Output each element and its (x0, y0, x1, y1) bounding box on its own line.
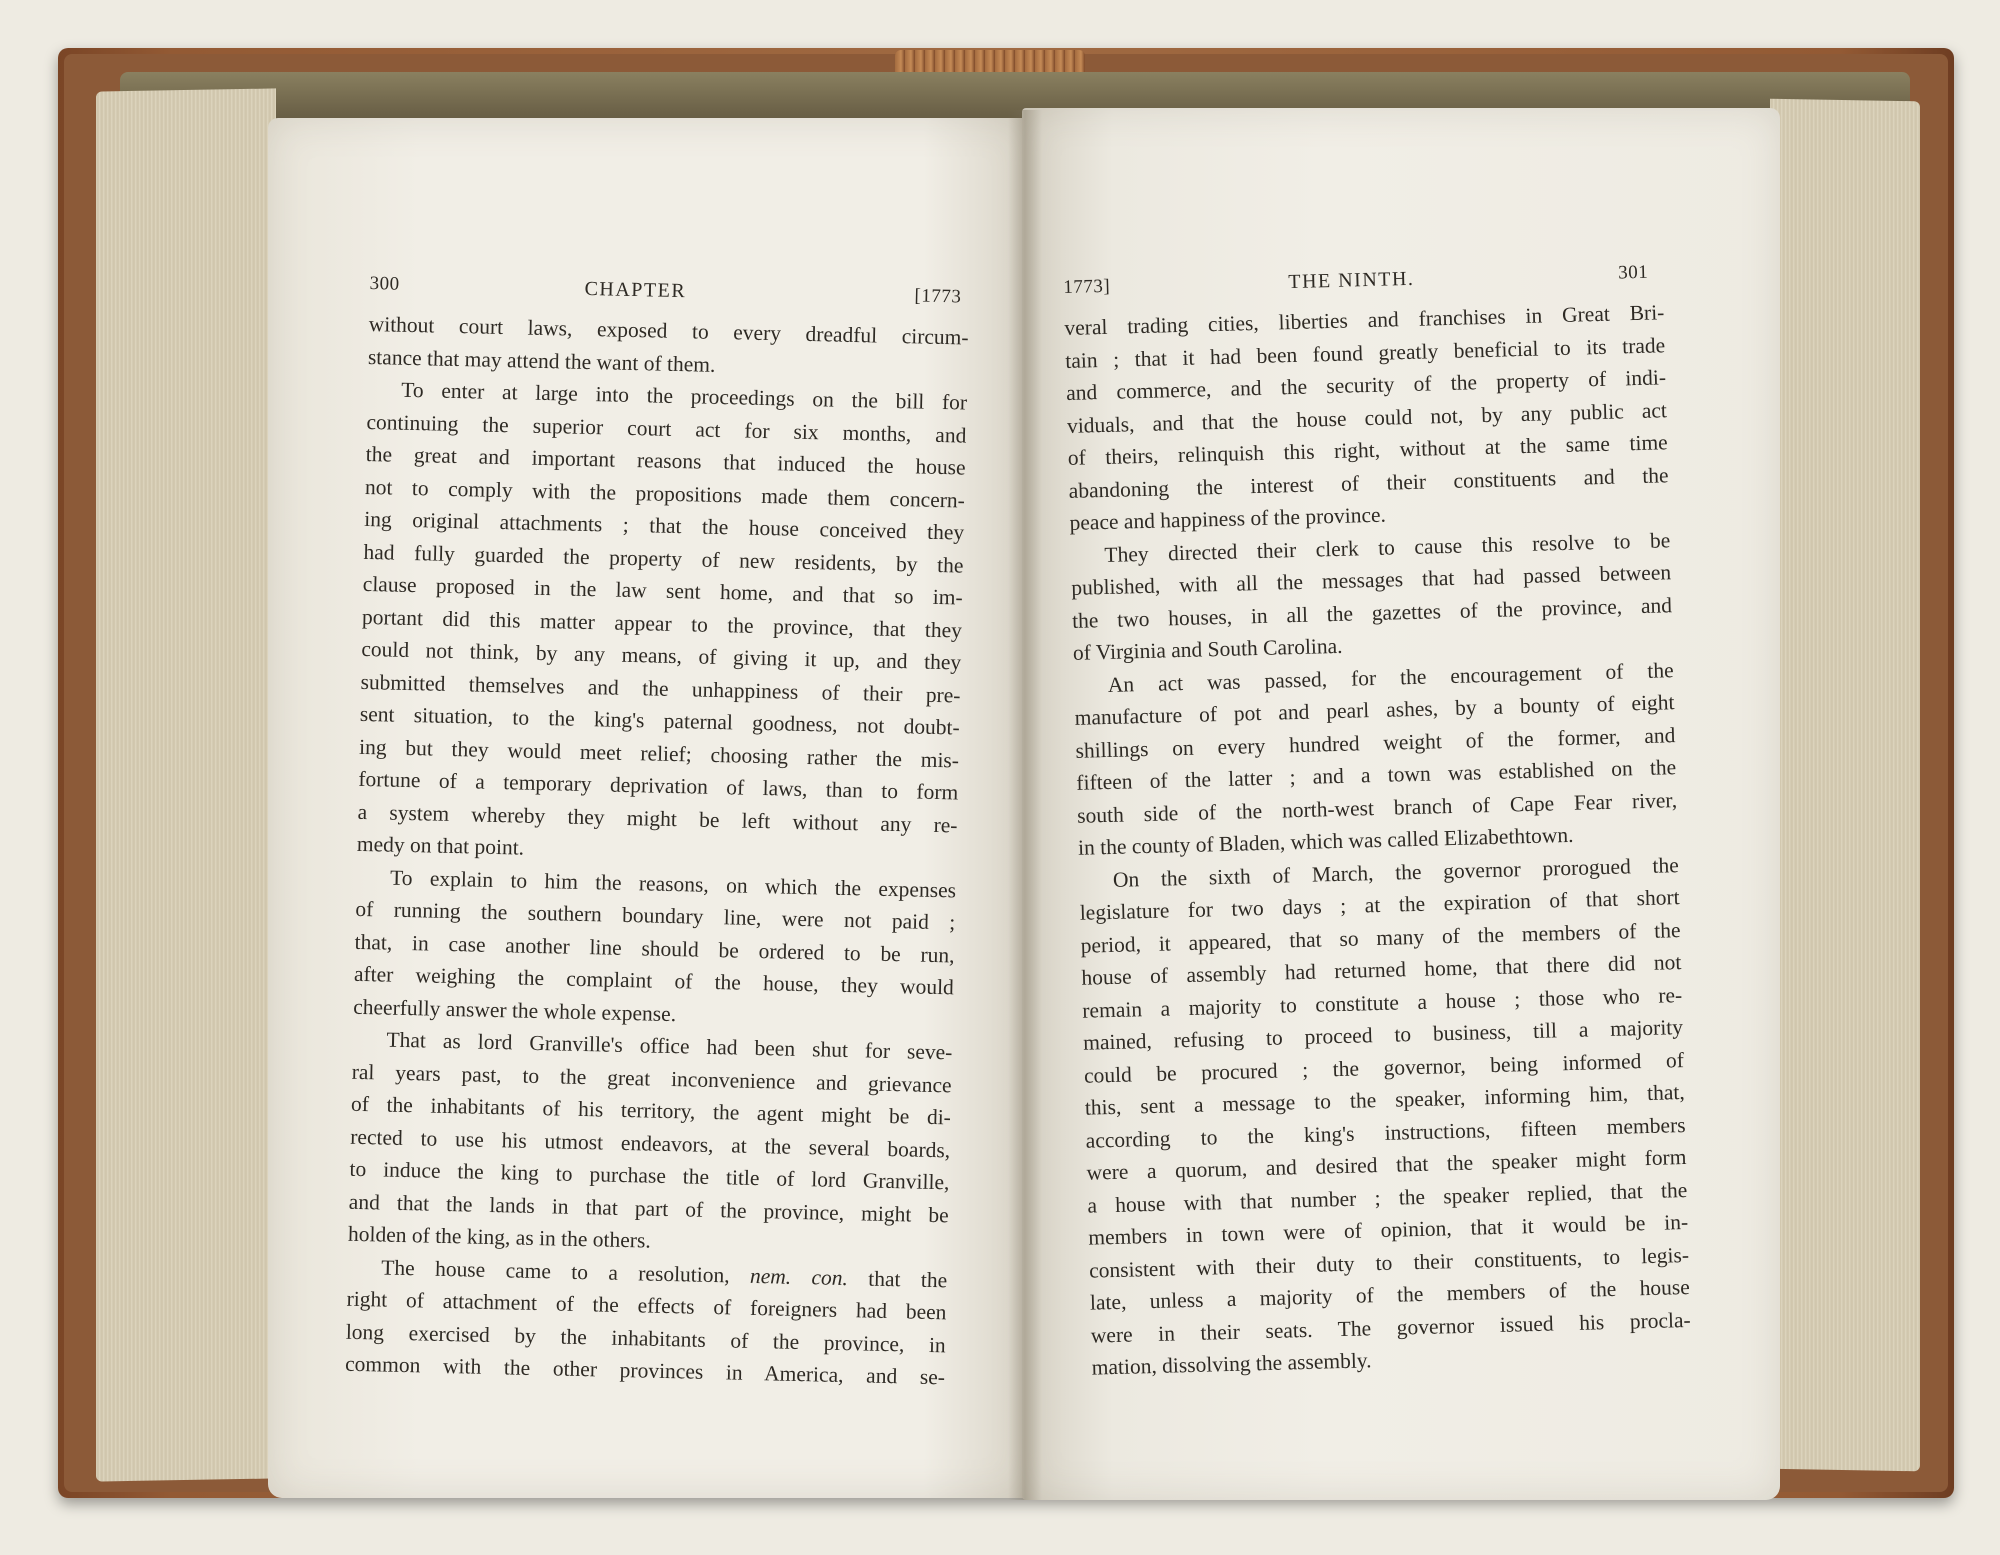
text-line-segment: The house came to a resolution, (381, 1255, 751, 1288)
text-line: after weighing the complaint of the house, they would (353, 961, 955, 1000)
text-line: holden of the king, as in the others. (347, 1221, 652, 1253)
text-line: rected to use his utmost endeavors, at the several boards, (350, 1124, 951, 1162)
text-line: of Virginia and South Carolina. (1072, 633, 1343, 665)
text-line: long exercised by the inhabitants of the province, in (345, 1319, 946, 1357)
text-line: continuing the superior court act for six months, and (366, 409, 967, 448)
right-running-title: THE NINTH. (1288, 267, 1415, 294)
text-line: had fully guarded the property of new residents, by the (363, 539, 964, 578)
text-line: the great and important reasons that induced the house (365, 441, 966, 480)
text-line: stance that may attend the want of them. (367, 344, 716, 377)
right-page-stack (1770, 99, 1920, 1472)
text-line: ral years past, to the great inconvenience and grievance (351, 1059, 952, 1097)
right-page-body (1064, 296, 1692, 1384)
text-line: clause proposed in the law sent home, and that so im- (362, 571, 963, 610)
text-line: ing but they would meet relief; choosing rather the mis- (358, 734, 960, 772)
text-line: To enter at large into the proceedings on the bill for (400, 377, 968, 415)
text-line: peace and happiness of the province. (1069, 502, 1387, 535)
right-page-number: 301 (1617, 261, 1649, 284)
left-page-stack (96, 88, 276, 1481)
italic-phrase: nem. con. (749, 1263, 849, 1290)
right-page-text (1063, 256, 1692, 1384)
text-line: ing original attachments ; that the house conceived they (364, 506, 965, 545)
right-header-year: 1773] (1063, 275, 1111, 298)
text-line: house of assembly had returned home, that there did not (1081, 950, 1682, 990)
text-line: They directed their clerk to cause this resolve to be (1104, 527, 1671, 567)
text-line: a house with that number ; the speaker replied, that the (1087, 1177, 1688, 1218)
text-line: could be procured ; the governor, being informed of (1083, 1047, 1685, 1088)
text-line: That as lord Granville's office had been shut for seve- (386, 1027, 953, 1065)
text-line: to induce the king to purchase the title of lord Granville, (349, 1156, 950, 1195)
text-line: sent situation, to the king's paternal goodness, not doubt- (359, 701, 960, 740)
text-line: of running the southern boundary line, were not paid ; (355, 896, 956, 935)
text-line: members in town were of opinion, that it would be in- (1087, 1209, 1689, 1250)
text-line: this, sent a message to the speaker, informing him, that, (1084, 1080, 1685, 1120)
text-line: shillings on every hundred weight of the former, and (1075, 722, 1676, 763)
text-line: that, in case another line should be ordered to be run, (354, 929, 955, 967)
left-header-year: [1773 (914, 285, 962, 308)
text-line: On the sixth of March, the governor prorogued the (1112, 852, 1680, 892)
text-line: fifteen of the latter ; and a town was established on the (1076, 755, 1677, 795)
text-line: To explain to him the reasons, on which the expenses (389, 865, 957, 902)
text-line: tain ; that it had been found greatly beneficial to its trade (1065, 332, 1666, 373)
text-line: were a quorum, and desired that the speaker might form (1086, 1144, 1687, 1185)
text-line: of theirs, relinquish this right, without at the same time (1067, 430, 1668, 470)
text-line: in the county of Bladen, which was called Elizabethtown. (1077, 822, 1574, 860)
text-line: not to comply with the propositions made them concern- (364, 474, 966, 513)
text-line: An act was passed, for the encouragement of the (1107, 657, 1674, 697)
text-line: the two houses, in all the gazettes of the province, and (1071, 592, 1673, 633)
text-line: and commerce, and the security of the property of indi- (1065, 365, 1667, 405)
text-line: remain a majority to constitute a house ; those who re- (1082, 982, 1683, 1023)
text-line: published, with all the messages that had passed between (1070, 560, 1672, 600)
text-line: and that the lands in that part of the province, might be (348, 1189, 949, 1227)
book-gutter (1008, 110, 1042, 1500)
text-line: submitted themselves and the unhappiness of their pre- (360, 669, 961, 708)
text-line: fortune of a temporary deprivation of laws, than to form (358, 766, 959, 805)
text-line: south side of the north-west branch of Cape Fear river, (1076, 787, 1678, 828)
left-page-number: 300 (369, 272, 400, 295)
left-page-text (345, 268, 970, 1394)
text-line: consistent with their duty to their constituents, to legis- (1088, 1242, 1690, 1283)
text-line: according to the king's instructions, fifteen members (1085, 1112, 1686, 1153)
text-line: of the inhabitants of his territory, the agent might be di- (350, 1091, 952, 1130)
text-line: cheerfully answer the whole expense. (352, 994, 677, 1026)
text-line: could not think, by any means, of giving it up, and they (361, 636, 962, 675)
text-line: legislature for two days ; at the expiration of that short (1079, 885, 1680, 925)
text-line: a system whereby they might be left without any re- (357, 799, 958, 837)
text-line-segment: that the (847, 1265, 948, 1292)
text-line: mained, refusing to proceed to business, till a majority (1082, 1015, 1684, 1055)
left-running-title: CHAPTER (584, 277, 687, 303)
text-line: portant did this matter appear to the province, that they (361, 604, 963, 643)
text-line: abandoning the interest of their constituents and the (1068, 462, 1669, 503)
text-line: medy on that point. (356, 831, 525, 860)
text-line: manufacture of pot and pearl ashes, by a bounty of eight (1074, 690, 1675, 730)
text-line: without court laws, exposed to every dreadful circum- (368, 311, 969, 350)
text-line: viduals, and that the house could not, by any public act (1066, 397, 1668, 438)
text-line: late, unless a majority of the members of the house (1089, 1274, 1691, 1315)
text-line: veral trading cities, liberties and franchises in Great Bri- (1064, 300, 1665, 340)
left-page-body (345, 308, 969, 1394)
text-line: right of attachment of the effects of foreigners had been (346, 1286, 947, 1325)
text-line: were in their seats. The governor issued his procla- (1090, 1307, 1691, 1348)
text-line: common with the other provinces in America, and se- (344, 1351, 946, 1390)
text-line: period, it appeared, that so many of the members of the (1080, 917, 1681, 958)
text-line: mation, dissolving the assembly. (1091, 1348, 1372, 1380)
